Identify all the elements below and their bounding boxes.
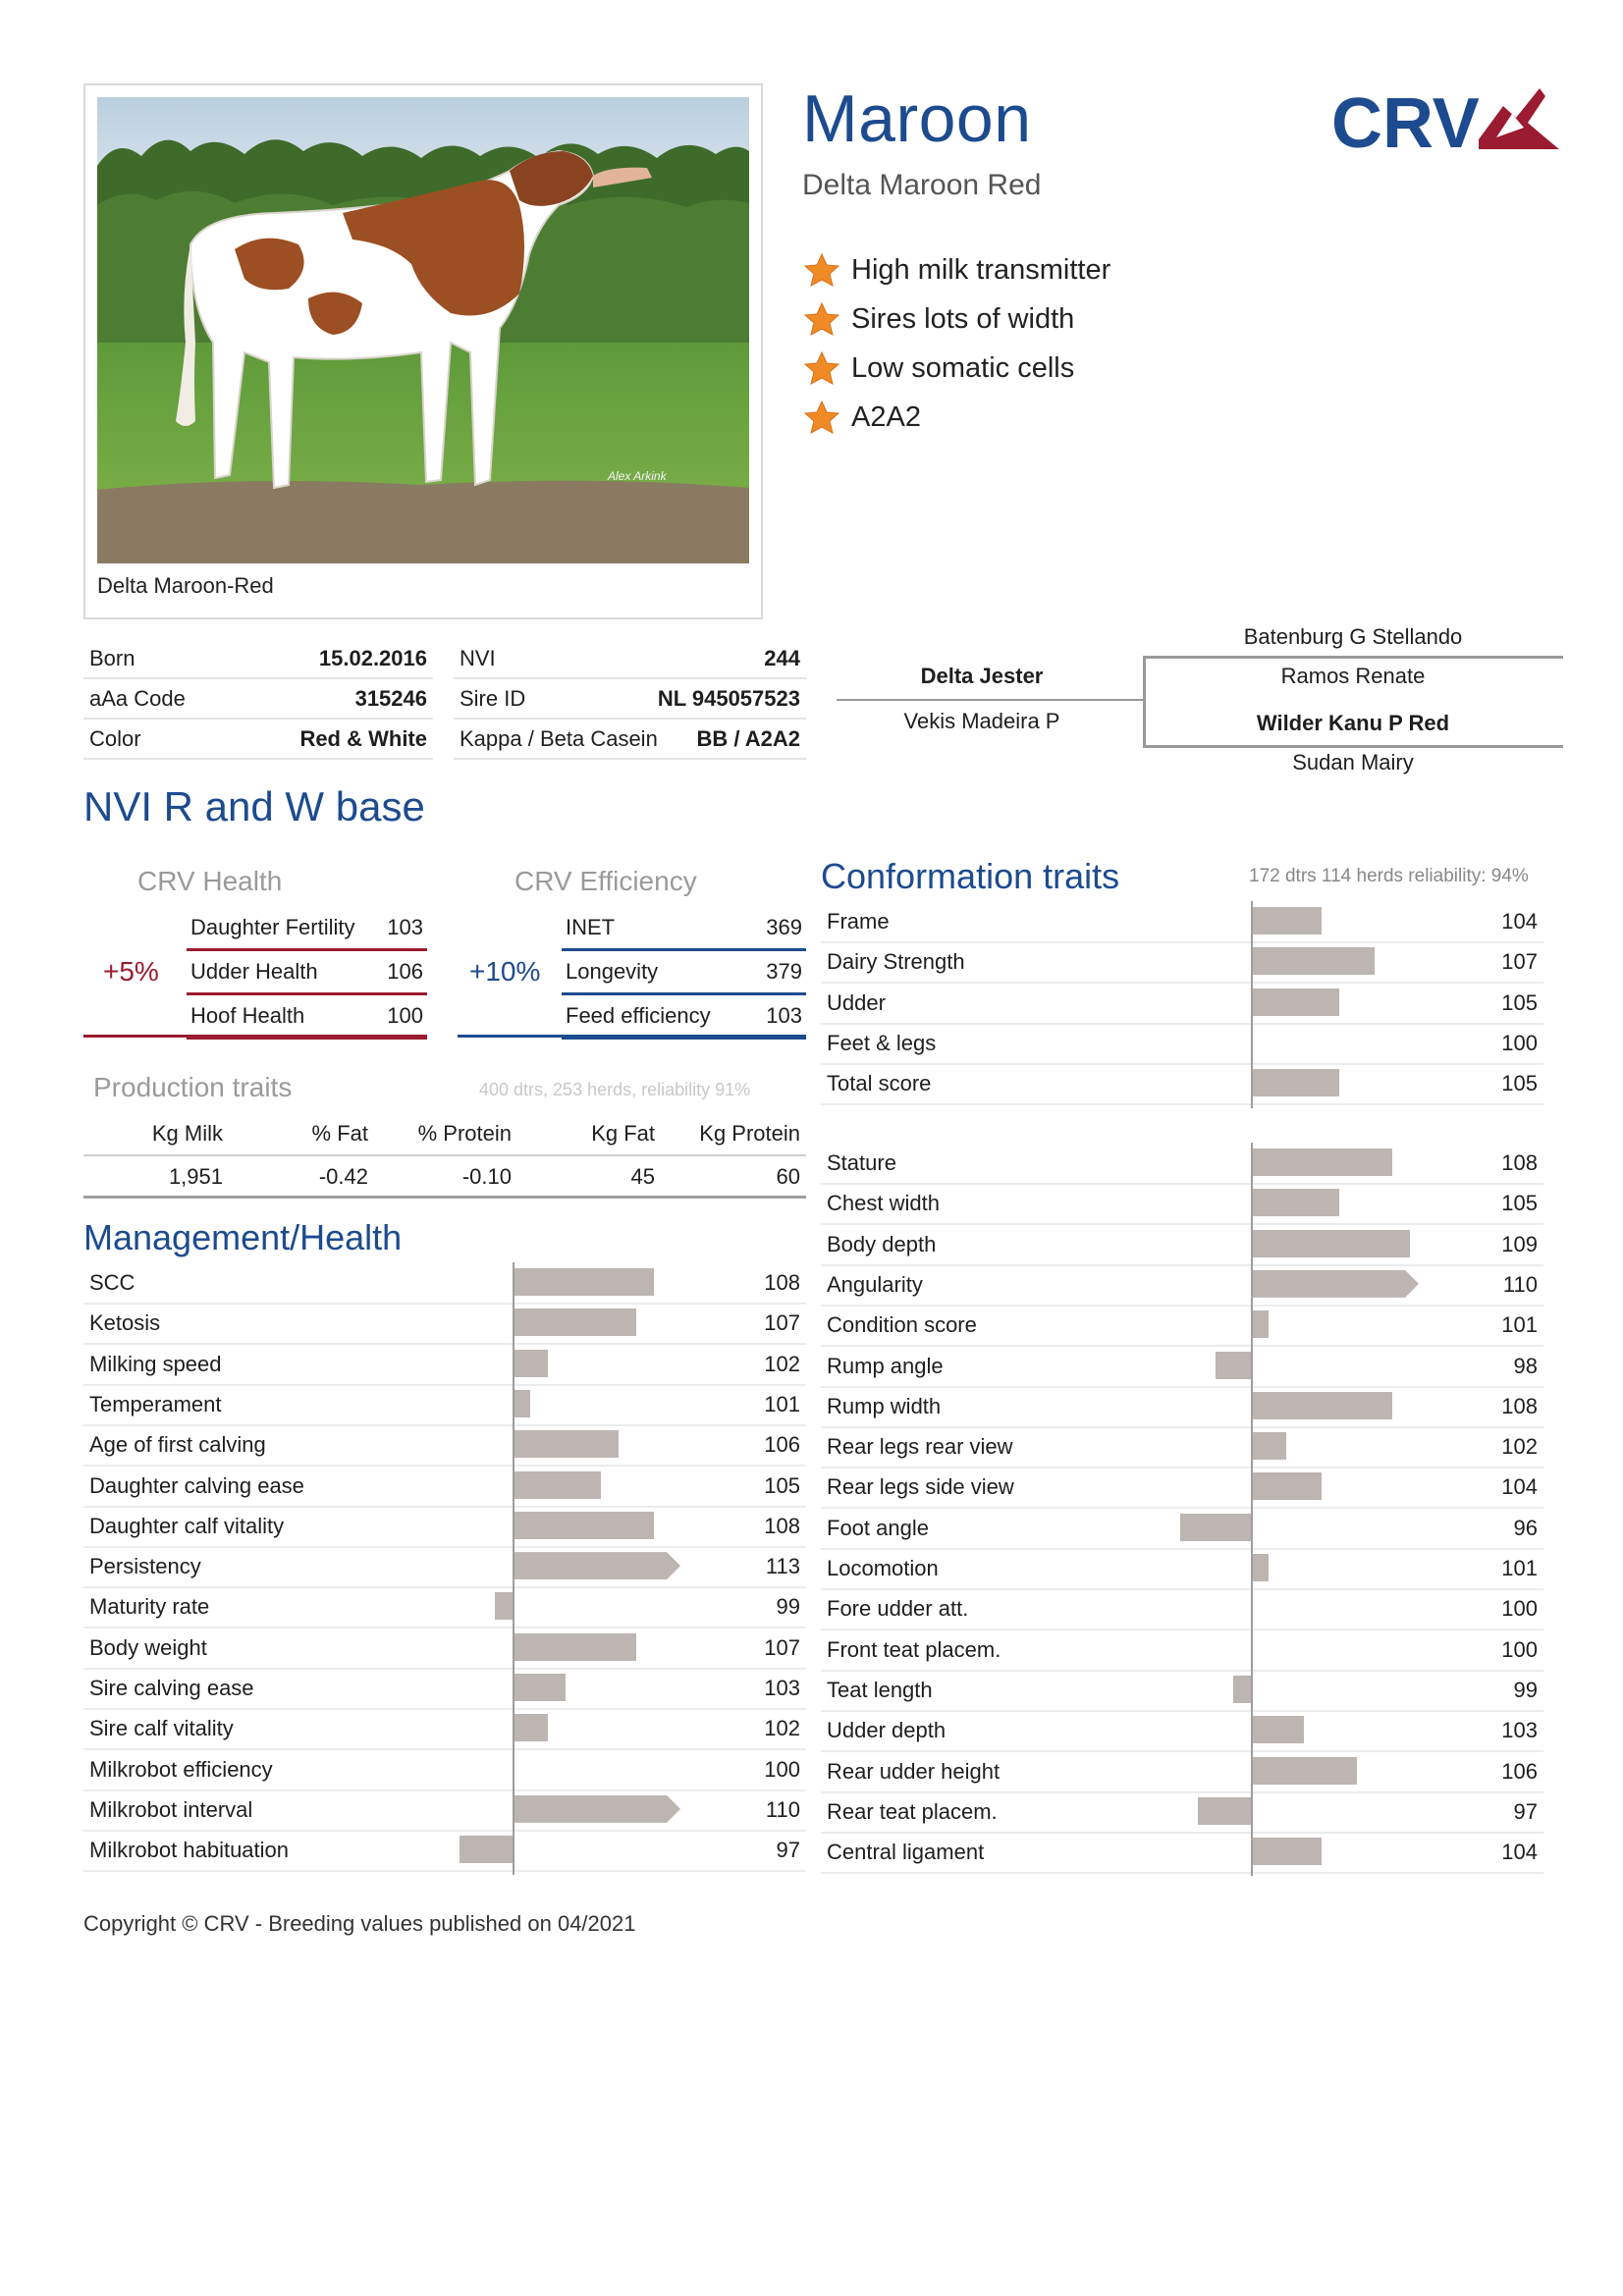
health-label: Daughter Fertility (190, 915, 355, 939)
trait-bar (513, 1633, 636, 1661)
trait-bar (1233, 1676, 1251, 1703)
trait-label: Temperament (89, 1391, 222, 1416)
trait-row (83, 1830, 806, 1872)
production-header: % Protein (417, 1121, 512, 1146)
trait-value: 106 (764, 1432, 800, 1458)
production-title: Production traits (93, 1072, 293, 1102)
efficiency-rule (458, 1035, 806, 1038)
trait-label: Teat length (827, 1677, 933, 1702)
production-bottom-rule (83, 1196, 806, 1199)
info-row (83, 719, 433, 760)
trait-value: 102 (764, 1351, 800, 1376)
trait-row (83, 1506, 806, 1548)
info-value: BB / A2A2 (696, 726, 800, 751)
trait-row (821, 1548, 1543, 1590)
chart-axis (1251, 901, 1253, 1108)
trait-row (821, 1588, 1543, 1630)
bull-photo (97, 97, 749, 563)
trait-bar (513, 1390, 530, 1417)
trait-bar (513, 1471, 601, 1499)
trait-label: Milkrobot interval (89, 1796, 253, 1822)
trait-label: SCC (89, 1270, 135, 1295)
trait-row (821, 1143, 1543, 1185)
pedigree-sire-dam: Ramos Renate (1280, 664, 1426, 688)
trait-label: Rump width (827, 1393, 942, 1418)
crv-logo (1331, 79, 1559, 157)
trait-value: 103 (1501, 1718, 1538, 1743)
info-label: Born (89, 646, 135, 670)
production-value: -0.10 (461, 1164, 512, 1189)
info-value: 244 (764, 646, 800, 670)
production-value: 60 (776, 1164, 800, 1189)
trait-label: Rear udder height (827, 1758, 1001, 1784)
efficiency-value: 369 (766, 915, 802, 939)
trait-bar (460, 1836, 513, 1863)
trait-bar (513, 1552, 680, 1579)
trait-label: Chest width (827, 1191, 940, 1216)
trait-value: 102 (1501, 1434, 1538, 1460)
copyright: Copyright © CRV - Breeding values published on 04/2021 (83, 1911, 636, 1936)
trait-value: 101 (1501, 1312, 1538, 1338)
trait-label: Udder (827, 989, 886, 1015)
trait-bar (1216, 1352, 1251, 1379)
trait-label: Rump angle (827, 1353, 944, 1378)
health-rule (83, 1035, 427, 1038)
trait-bar (1251, 907, 1322, 934)
trait-row (821, 1710, 1543, 1752)
trait-value: 103 (764, 1676, 800, 1700)
trait-bar (1198, 1797, 1251, 1825)
trait-row (821, 1386, 1543, 1428)
production-header: % Fat (311, 1121, 368, 1146)
trait-value: 105 (764, 1472, 800, 1498)
highlight-text: High milk transmitter (851, 253, 1111, 286)
trait-value: 105 (1501, 1071, 1538, 1096)
trait-bar (1251, 1310, 1269, 1338)
trait-label: Condition score (827, 1312, 977, 1338)
trait-row (83, 1424, 806, 1467)
trait-label: Ketosis (89, 1310, 161, 1336)
trait-row (821, 983, 1543, 1025)
trait-bar (1251, 1189, 1339, 1216)
highlight-text: A2A2 (851, 400, 921, 433)
info-row (454, 678, 806, 720)
production-header: Kg Protein (699, 1121, 800, 1146)
trait-bar (1251, 1148, 1392, 1176)
trait-label: Sire calf vitality (89, 1716, 234, 1741)
highlight-item (802, 351, 1074, 385)
trait-row (83, 1303, 806, 1345)
production-value: 1,951 (168, 1164, 223, 1189)
star-icon (802, 253, 841, 287)
conformation-meta: 172 dtrs 114 herds reliability: 94% (1249, 866, 1529, 886)
trait-row (821, 1751, 1543, 1793)
trait-bar (1251, 1554, 1269, 1581)
highlight-item (802, 302, 1074, 336)
trait-bar (1251, 1270, 1419, 1298)
trait-label: Dairy Strength (827, 949, 965, 975)
trait-value: 97 (1513, 1798, 1538, 1824)
pedigree-dam: Vekis Madeira P (903, 709, 1060, 733)
trait-bar (495, 1592, 513, 1620)
trait-bar (1251, 988, 1339, 1016)
trait-label: Milkrobot efficiency (89, 1756, 273, 1782)
trait-value: 100 (1501, 1636, 1538, 1662)
trait-row (821, 1832, 1543, 1874)
production-header: Kg Fat (591, 1121, 655, 1146)
trait-bar (1251, 1472, 1322, 1500)
trait-value: 107 (764, 1634, 800, 1660)
trait-bar (1251, 1432, 1286, 1460)
trait-value: 99 (776, 1594, 800, 1620)
production-divider (83, 1154, 806, 1156)
trait-label: Fore udder att. (827, 1596, 969, 1622)
trait-value: 98 (1513, 1353, 1538, 1378)
star-icon (802, 302, 841, 336)
pedigree-sire-sire: Batenburg G Stellando (1243, 624, 1463, 649)
trait-label: Frame (827, 909, 890, 934)
trait-value: 99 (1513, 1677, 1538, 1702)
management-title: Management/Health (83, 1217, 403, 1257)
trait-value: 107 (764, 1310, 800, 1336)
trait-row (821, 1183, 1543, 1225)
trait-row (83, 1546, 806, 1588)
pedigree-sire: Delta Jester (920, 664, 1044, 688)
trait-bar (513, 1350, 548, 1377)
trait-row (821, 1629, 1543, 1672)
efficiency-title: CRV Efficiency (514, 866, 697, 896)
trait-row (821, 1467, 1543, 1509)
highlight-item (802, 253, 1110, 287)
health-title: CRV Health (137, 866, 283, 896)
trait-label: Foot angle (827, 1515, 929, 1540)
trait-row (821, 1264, 1543, 1307)
trait-bar (1251, 1069, 1339, 1096)
health-value: 106 (387, 959, 423, 984)
efficiency-label: INET (566, 915, 616, 939)
trait-value: 113 (765, 1554, 800, 1579)
bull-full-name: Delta Maroon Red (802, 169, 1042, 201)
health-label: Hoof Health (190, 1003, 305, 1028)
trait-value: 108 (764, 1270, 800, 1295)
trait-bar (513, 1268, 654, 1296)
pedigree-dam-dam: Sudan Mairy (1292, 750, 1414, 774)
pedigree-divider (837, 699, 1143, 701)
info-label: Kappa / Beta Casein (460, 726, 658, 751)
health-value: 100 (387, 1003, 423, 1028)
production-value: 45 (630, 1164, 655, 1189)
trait-value: 102 (764, 1716, 800, 1741)
trait-row (821, 1508, 1543, 1550)
trait-label: Central ligament (827, 1840, 985, 1865)
trait-value: 100 (1501, 1596, 1538, 1622)
highlight-text: Low somatic cells (851, 351, 1075, 384)
logo-text: CRV (1331, 84, 1480, 157)
trait-row (83, 1262, 806, 1305)
trait-label: Body weight (89, 1634, 207, 1660)
trait-label: Angularity (827, 1271, 923, 1297)
trait-label: Locomotion (827, 1556, 939, 1580)
pedigree-dam-sire: Wilder Kanu P Red (1256, 711, 1450, 735)
info-row (454, 719, 806, 760)
efficiency-bonus: +10% (469, 956, 541, 987)
efficiency-label: Feed efficiency (566, 1003, 711, 1028)
trait-row (83, 1344, 806, 1386)
trait-label: Rear legs rear view (827, 1434, 1013, 1460)
trait-value: 110 (765, 1796, 800, 1822)
trait-row (83, 1586, 806, 1629)
highlight-text: Sires lots of width (851, 302, 1075, 335)
trait-label: Persistency (89, 1554, 201, 1579)
info-label: NVI (460, 646, 496, 670)
trait-label: Sire calving ease (89, 1676, 254, 1700)
trait-value: 104 (1501, 1840, 1538, 1865)
production-meta: 400 dtrs, 253 herds, reliability 91% (479, 1080, 751, 1099)
base-title: NVI R and W base (83, 783, 425, 829)
trait-value: 101 (764, 1391, 800, 1416)
trait-label: Feet & legs (827, 1030, 937, 1055)
trait-value: 108 (1501, 1150, 1538, 1175)
info-label: aAa Code (89, 686, 186, 711)
star-icon (802, 400, 841, 434)
trait-label: Rear legs side view (827, 1474, 1014, 1500)
health-row (187, 949, 427, 995)
trait-label: Maturity rate (89, 1594, 210, 1620)
trait-label: Udder depth (827, 1718, 947, 1743)
trait-bar (1251, 1716, 1304, 1743)
trait-row (821, 1224, 1543, 1266)
efficiency-label: Longevity (566, 959, 659, 984)
trait-label: Age of first calving (89, 1432, 266, 1458)
trait-bar (513, 1714, 548, 1741)
trait-label: Daughter calving ease (89, 1472, 304, 1498)
trait-bar (513, 1430, 619, 1458)
trait-value: 97 (776, 1838, 800, 1863)
trait-row (821, 901, 1543, 943)
bull-name: Maroon (802, 81, 1032, 156)
trait-label: Total score (827, 1071, 932, 1096)
trait-value: 96 (1513, 1515, 1538, 1540)
trait-label: Stature (827, 1150, 896, 1175)
efficiency-value: 103 (766, 1003, 802, 1028)
trait-value: 107 (1501, 949, 1538, 975)
trait-value: 106 (1501, 1758, 1538, 1784)
trait-label: Milkrobot habituation (89, 1838, 290, 1863)
production-value: -0.42 (318, 1164, 368, 1189)
trait-bar (1251, 947, 1375, 975)
trait-value: 100 (764, 1756, 800, 1782)
trait-label: Front teat placem. (827, 1636, 1001, 1662)
trait-row (821, 941, 1543, 984)
trait-row (821, 1305, 1543, 1347)
trait-bar (513, 1795, 680, 1823)
trait-bar (1251, 1230, 1410, 1257)
trait-row (821, 1670, 1543, 1712)
photo-watermark: Alex Arkink (608, 469, 667, 483)
info-value: 15.02.2016 (318, 646, 427, 670)
trait-bar (513, 1308, 636, 1336)
info-row (83, 638, 433, 679)
trait-bar (1251, 1757, 1357, 1785)
trait-bar (1251, 1392, 1392, 1419)
trait-row (821, 1791, 1543, 1834)
trait-value: 105 (1501, 1191, 1538, 1216)
trait-row (83, 1789, 806, 1832)
trait-row (83, 1384, 806, 1426)
production-header: Kg Milk (151, 1121, 223, 1146)
trait-row (821, 1426, 1543, 1468)
trait-value: 109 (1501, 1231, 1538, 1256)
info-value: Red & White (299, 726, 427, 751)
efficiency-row (562, 949, 806, 995)
trait-row (821, 1023, 1543, 1065)
info-value: 315246 (354, 686, 427, 711)
trait-label: Rear teat placem. (827, 1798, 998, 1824)
trait-bar (513, 1512, 654, 1539)
health-row (187, 905, 427, 951)
trait-value: 105 (1501, 989, 1538, 1015)
trait-row (83, 1708, 806, 1750)
info-label: Sire ID (460, 686, 526, 711)
trait-value: 108 (1501, 1393, 1538, 1418)
trait-value: 108 (764, 1513, 800, 1538)
health-bonus: +5% (103, 956, 159, 987)
health-row (187, 993, 427, 1040)
trait-row (83, 1668, 806, 1710)
trait-bar (513, 1674, 566, 1701)
info-value: NL 945057523 (657, 686, 800, 711)
trait-value: 101 (1501, 1556, 1538, 1580)
chart-axis (1251, 1143, 1253, 1876)
health-label: Udder Health (190, 959, 318, 984)
trait-bar (1251, 1838, 1322, 1865)
photo-caption: Delta Maroon-Red (97, 573, 274, 598)
star-icon (802, 351, 841, 385)
efficiency-row (562, 905, 806, 951)
trait-bar (1180, 1514, 1251, 1541)
info-row (83, 678, 433, 720)
health-value: 103 (387, 915, 423, 939)
chart-axis (513, 1262, 514, 1875)
trait-value: 110 (1502, 1271, 1538, 1297)
efficiency-value: 379 (766, 959, 802, 984)
efficiency-row (562, 993, 806, 1040)
trait-value: 104 (1501, 909, 1538, 934)
trait-row (821, 1063, 1543, 1105)
trait-row (83, 1466, 806, 1508)
highlight-item (802, 400, 921, 434)
info-label: Color (89, 726, 141, 751)
trait-label: Daughter calf vitality (89, 1513, 285, 1538)
photo-card (83, 83, 763, 619)
trait-label: Body depth (827, 1231, 937, 1256)
trait-value: 100 (1501, 1030, 1538, 1055)
info-row (454, 638, 806, 679)
trait-row (821, 1346, 1543, 1388)
trait-value: 104 (1501, 1474, 1538, 1500)
conformation-title: Conformation traits (821, 856, 1120, 896)
trait-label: Milking speed (89, 1351, 222, 1376)
trait-row (83, 1749, 806, 1791)
trait-row (83, 1628, 806, 1670)
